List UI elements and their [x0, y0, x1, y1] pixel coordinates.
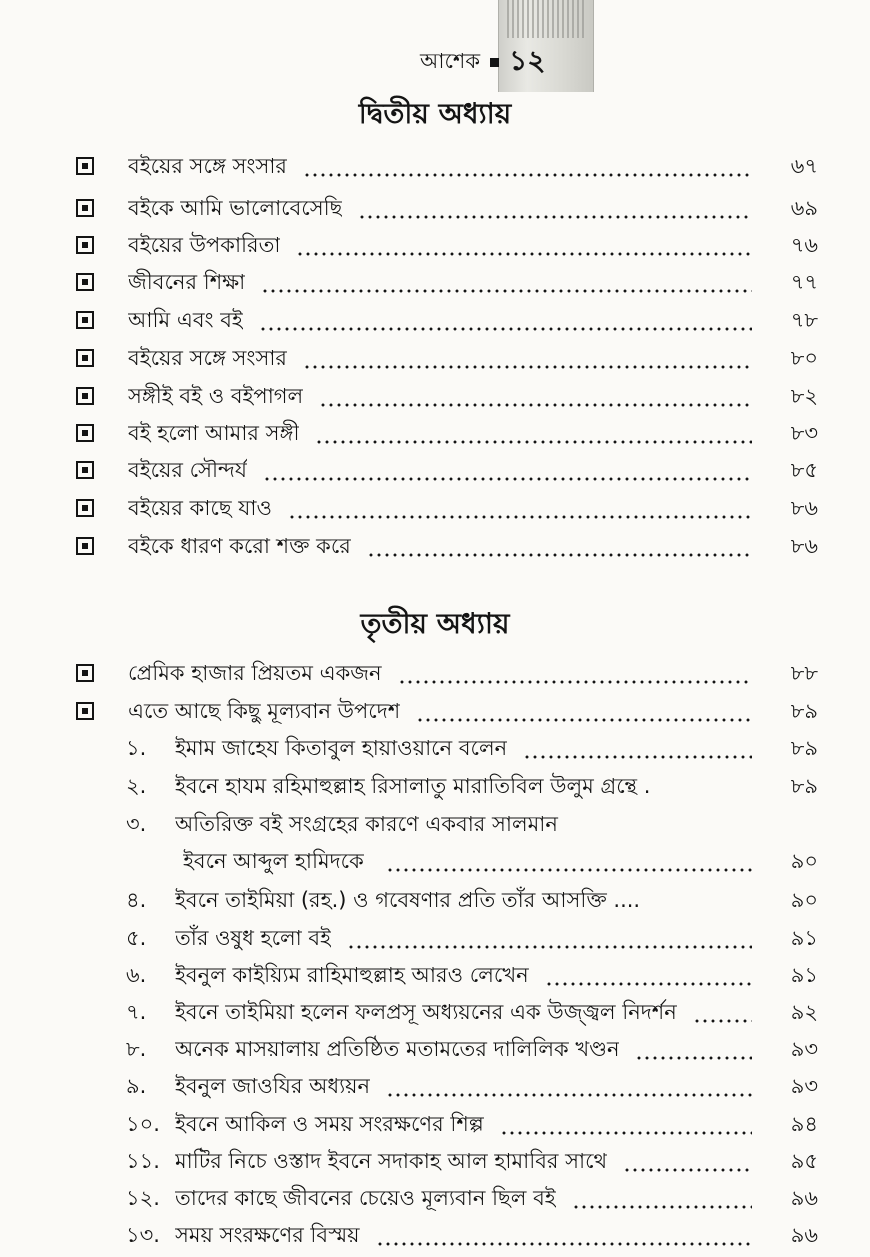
entry-label: বইকে ধারণ করো শক্ত করে [128, 534, 351, 558]
entry-page: ৯১ [790, 963, 818, 987]
dot-leader [416, 693, 752, 729]
tab-texture [507, 0, 585, 38]
entry-page: ৯৫ [790, 1149, 818, 1173]
chapter-title: তৃতীয় অধ্যায় [360, 607, 510, 640]
entry-label: ইবনুল কাইয়্যিম রাহিমাহুল্লাহ আরও লেখেন [175, 963, 529, 987]
toc-entry [0, 378, 870, 414]
entry-page: ৮৯ [790, 774, 818, 798]
square-bullet-icon [76, 499, 94, 517]
entry-label: বইকে আমি ভালোবেসেছি [128, 196, 343, 220]
square-bullet-icon [490, 58, 499, 67]
entry-label-continuation: ইবনে আব্দুল হামিদকে [183, 849, 364, 873]
square-bullet-icon [76, 702, 94, 720]
entry-number: ৮. [126, 1037, 147, 1061]
entry-number: ৬. [126, 963, 147, 987]
entry-number: ৭. [126, 1000, 147, 1024]
dot-leader [500, 1106, 752, 1142]
entry-number: ১১. [126, 1149, 160, 1173]
page-number: ১২ [509, 43, 546, 77]
toc-entry [0, 264, 870, 300]
dot-leader [296, 227, 752, 263]
entry-page: ৮০ [790, 346, 818, 370]
entry-label: আমি এবং বই [128, 308, 243, 332]
numbered-entry [0, 957, 870, 993]
numbered-entry [0, 994, 870, 1030]
dot-leader [623, 1143, 752, 1179]
square-bullet-icon [76, 349, 94, 367]
entry-label: ইবনে আকিল ও সময় সংরক্ষণের শিল্প [175, 1112, 484, 1136]
toc-entry [0, 655, 870, 691]
entry-page: ৭৬ [790, 233, 818, 257]
entry-label: বইয়ের সঙ্গে সংসার [128, 346, 287, 370]
toc-entry [0, 528, 870, 564]
entry-page: ৮৫ [790, 458, 818, 482]
entry-label: মাটির নিচে ওস্তাদ ইবনে সদাকাহ আল হামাবির সাথে [175, 1149, 608, 1173]
toc-entry [0, 415, 870, 451]
dot-leader [288, 490, 752, 526]
dot-leader [376, 1217, 752, 1253]
dot-leader [523, 730, 752, 766]
dot-leader [319, 378, 752, 414]
entry-page: ৯৬ [790, 1223, 818, 1247]
square-bullet-icon [76, 157, 94, 175]
entry-label: বই হলো আমার সঙ্গী [128, 421, 300, 445]
square-bullet-icon [76, 461, 94, 479]
toc-entry [0, 190, 870, 226]
numbered-entry [0, 768, 870, 804]
numbered-entry [0, 1106, 870, 1142]
entry-label: তাঁর ওষুধ হলো বই [175, 926, 332, 950]
entry-number: ১০. [126, 1112, 160, 1136]
dot-leader [693, 994, 752, 1030]
numbered-entry [0, 1031, 870, 1067]
square-bullet-icon [76, 424, 94, 442]
entry-label: ইবনুল জাওযির অধ্যয়ন [175, 1074, 371, 1098]
dot-leader [315, 415, 752, 451]
numbered-entry [0, 882, 870, 918]
toc-entry [0, 302, 870, 338]
entry-number: ৪. [126, 888, 147, 912]
dot-leader [347, 920, 752, 956]
entry-label: ইবনে তাইমিয়া হলেন ফলপ্রসূ অধ্যয়নের এক উজ্জ্বল নিদর্শন [175, 1000, 677, 1024]
entry-page: ৬৯ [790, 196, 818, 220]
entry-label: বইয়ের উপকারিতা [128, 233, 281, 257]
entry-label: ইবনে হাযম রহিমাহুল্লাহ রিসালাতু মারাতিবিল উলুম গ্রন্থে . [175, 774, 651, 798]
toc-entry [0, 693, 870, 729]
dot-leader [386, 1068, 752, 1104]
numbered-entry [0, 1217, 870, 1253]
dot-leader [263, 452, 752, 488]
toc-entry [0, 227, 870, 263]
entry-label: তাদের কাছে জীবনের চেয়েও মূল্যবান ছিল বই [175, 1186, 556, 1210]
entry-label: বইয়ের সঙ্গে সংসার [128, 154, 287, 178]
entry-page: ৯২ [790, 1000, 818, 1024]
square-bullet-icon [76, 199, 94, 217]
square-bullet-icon [76, 537, 94, 555]
dot-leader [367, 528, 752, 564]
entry-page: ৮৯ [790, 699, 818, 723]
dot-leader [303, 340, 752, 376]
entry-label: অনেক মাসয়ালায় প্রতিষ্ঠিত মতামতের দালিলিক খণ্ডন [175, 1037, 620, 1061]
dot-leader [572, 1180, 752, 1216]
entry-number: ১২. [126, 1186, 160, 1210]
entry-label: বইয়ের সৌন্দর্য [128, 458, 247, 482]
dot-leader [545, 957, 752, 993]
dot-leader [635, 1031, 752, 1067]
entry-page: ৯৬ [790, 1186, 818, 1210]
entry-continuation [0, 843, 870, 879]
chapter-title: দ্বিতীয় অধ্যায় [358, 97, 512, 130]
numbered-entry [0, 1068, 870, 1104]
entry-page: ৮৮ [790, 661, 818, 685]
square-bullet-icon [76, 273, 94, 291]
entry-page: ৮৬ [790, 496, 818, 520]
entry-label: ইবনে তাইমিয়া (রহ.) ও গবেষণার প্রতি তাঁর আসক্তি .... [175, 888, 641, 912]
entry-label: প্রেমিক হাজার প্রিয়তম একজন [128, 661, 382, 685]
toc-entry [0, 490, 870, 526]
toc-entry [0, 340, 870, 376]
entry-page: ৯৩ [790, 1037, 818, 1061]
square-bullet-icon [76, 311, 94, 329]
square-bullet-icon [76, 387, 94, 405]
entry-number: ১. [126, 736, 147, 760]
entry-number: ৫. [126, 926, 147, 950]
entry-page: ৯১ [790, 926, 818, 950]
numbered-entry [0, 1143, 870, 1179]
entry-page: ৯০ [790, 849, 818, 873]
dot-leader [261, 264, 752, 300]
entry-number: ২. [126, 774, 147, 798]
entry-page: ৮২ [790, 384, 818, 408]
dot-leader [358, 190, 752, 226]
entry-label: জীবনের শিক্ষা [128, 270, 246, 294]
entry-page: ৭৮ [790, 308, 818, 332]
entry-page: ৯০ [790, 888, 818, 912]
dot-leader [259, 302, 752, 338]
book-title: আশেক [420, 48, 481, 73]
entry-page: ৯৩ [790, 1074, 818, 1098]
entry-label: ইমাম জাহেয কিতাবুল হায়াওয়ানে বলেন [175, 736, 508, 760]
running-header [420, 42, 545, 82]
entry-label: বইয়ের কাছে যাও [128, 496, 272, 520]
entry-label: সঙ্গীই বই ও বইপাগল [128, 384, 304, 408]
entry-page: ৮৩ [790, 421, 818, 445]
entry-number: ৯. [126, 1074, 147, 1098]
entry-label: সময় সংরক্ষণের বিস্ময় [175, 1223, 360, 1247]
entry-page: ৮৬ [790, 534, 818, 558]
dot-leader [386, 843, 752, 879]
square-bullet-icon [76, 236, 94, 254]
entry-label: অতিরিক্ত বই সংগ্রহের কারণে একবার সালমান [175, 812, 558, 836]
toc-entry [0, 148, 870, 184]
square-bullet-icon [76, 664, 94, 682]
numbered-entry [0, 1180, 870, 1216]
entry-page: ৮৯ [790, 736, 818, 760]
entry-page: ৬৭ [790, 154, 818, 178]
entry-number: ৩. [126, 812, 147, 836]
entry-page: ৯৪ [790, 1112, 818, 1136]
entry-label: এতে আছে কিছু মূল্যবান উপদেশ [128, 699, 401, 723]
entry-number: ১৩. [126, 1223, 160, 1247]
entry-page: ৭৭ [790, 270, 818, 294]
numbered-entry [0, 730, 870, 766]
toc-entry [0, 452, 870, 488]
numbered-entry [0, 806, 870, 842]
dot-leader [398, 655, 752, 691]
dot-leader [303, 148, 752, 184]
numbered-entry [0, 920, 870, 956]
